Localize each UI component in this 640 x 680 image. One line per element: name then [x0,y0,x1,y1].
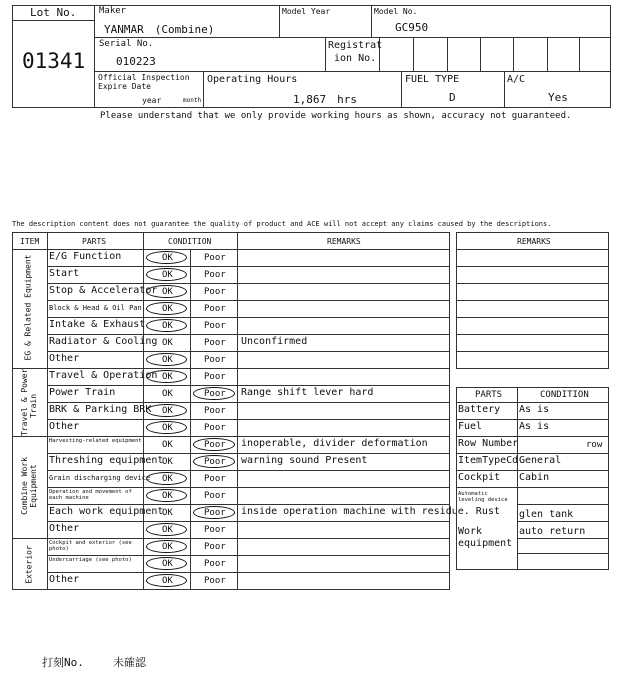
row-poor-option: Poor [204,525,226,535]
inspection-label-1: Official Inspection [98,73,190,82]
header-condition: CONDITION [168,237,212,246]
poor-circle-mark [193,387,235,400]
ok-circle-mark [146,489,187,502]
group-label-eg [24,248,33,368]
hours-note: Please understand that we only provide working hours as shown, accuracy not guaranteed. [100,111,572,121]
row-remark: Range shift lever hard [241,387,374,398]
row-part-label: Harvesting-related equipment [49,438,142,444]
row-ok-option: OK [162,576,173,586]
row-poor-option: Poor [204,304,226,314]
row-part-label: BRK & Parking BRK [49,404,152,415]
row-part-label: Each work equipment [49,506,164,517]
serial-no-value: 010223 [116,55,156,68]
ok-circle-mark [146,319,187,332]
header-parts: PARTS [82,237,107,246]
group-label-travel [20,368,38,436]
row-part-label: Cockpit and exterior (see photo) [49,540,132,552]
poor-circle-mark [193,455,235,468]
row-poor-option: Poor [204,270,226,280]
registration-label-2: ion No. [334,53,377,64]
row-part-label: Other [49,523,80,534]
group-label-travel-text-1: Travel & Power [20,368,29,436]
month-label: month [183,97,202,104]
row-poor-option: Poor [204,474,226,484]
row-part-label: Power Train [49,387,116,398]
fuel-label: Fuel [458,421,483,432]
poor-circle-mark [193,506,235,519]
header-remarks: REMARKS [327,237,361,246]
row-poor-option: Poor [204,372,226,382]
ok-circle-mark [146,404,187,417]
row-part-label: Threshing equipment [49,455,164,466]
row-ok-option: OK [162,457,173,467]
glen-tank-value: glen tank [519,509,574,520]
row-part-label: Radiator & Cooling [49,336,158,347]
row-ok-option: OK [162,355,173,365]
model-no-value: GC950 [395,21,429,34]
row-ok-option: OK [162,389,173,399]
row-number-label: Row Number [458,438,519,449]
row-part-label: Other [49,353,80,364]
row-ok-option: OK [162,508,173,518]
row-ok-option: OK [162,491,173,501]
work-equipment-label-1: Work [458,526,483,537]
work-equipment-label-2: equipment [458,538,513,549]
row-remark: inoperable, divider deformation [241,438,428,449]
fuel-type-value: D [449,91,456,104]
description-note: The description content does not guarantee the quality of product and ACE will not accept any claims caused by the descriptions. [12,220,552,228]
side-parts-header: PARTS [475,390,503,400]
ok-circle-mark [146,302,187,315]
ok-circle-mark [146,353,187,366]
row-ok-option: OK [162,287,173,297]
ok-circle-mark [146,251,187,264]
row-poor-option: Poor [204,491,226,501]
row-remark: inside operation machine with residue. Rust [241,506,500,517]
maker-label: Maker [99,6,127,16]
lot-no-label: Lot No. [30,6,77,19]
row-ok-option: OK [162,440,173,450]
row-poor-option: Poor [204,440,226,450]
serial-no-label: Serial No. [99,39,154,49]
row-part-label: Operation and movement of each machine [49,489,132,501]
row-ok-option: OK [162,559,173,569]
row-part-label: Other [49,421,80,432]
ok-circle-mark [146,523,187,536]
side-condition-header: CONDITION [540,390,589,400]
operating-hours-value: 1,867 hrs [293,93,357,106]
row-poor-option: Poor [204,508,226,518]
item-type-label: ItemTypeCd [458,455,519,466]
row-part-label: Start [49,268,80,279]
battery-value: As is [519,404,550,415]
ac-value: Yes [548,91,568,104]
row-part-label: Travel & Operation [49,370,158,381]
row-ok-option: OK [162,525,173,535]
row-poor-option: Poor [204,338,226,348]
ok-circle-mark [146,285,187,298]
row-part-label: Stop & Accelerator [49,285,158,296]
row-number-value: row [586,440,603,450]
stamp-no-label: 打刻No. [42,656,84,669]
row-poor-option: Poor [204,423,226,433]
row-poor-option: Poor [204,542,226,552]
row-ok-option: OK [162,542,173,552]
group-label-combine-text-2: Equipment [29,464,38,508]
row-poor-option: Poor [204,321,226,331]
model-year-label: Model Year [282,7,331,16]
group-label-combine [20,446,38,526]
row-part-label: Undercarriage (see photo) [49,557,132,563]
cockpit-label: Cockpit [458,472,501,483]
row-ok-option: OK [162,321,173,331]
ok-circle-mark [146,421,187,434]
row-poor-option: Poor [204,406,226,416]
row-ok-option: OK [162,253,173,263]
ok-circle-mark [146,540,187,553]
maker-value: YANMAR (Combine) [104,23,215,36]
cockpit-value: Cabin [519,472,550,483]
group-label-travel-text-2: Train [29,393,38,419]
ok-circle-mark [146,268,187,281]
ok-circle-mark [146,574,187,587]
row-ok-option: OK [162,372,173,382]
ac-label: A/C [507,74,526,85]
row-ok-option: OK [162,406,173,416]
group-label-combine-text-1: Combine Work [20,457,29,515]
year-label: year [142,96,162,105]
row-poor-option: Poor [204,389,226,399]
group-label-exterior [25,535,34,595]
row-poor-option: Poor [204,355,226,365]
inspection-label-2: Expire Date [98,82,151,91]
row-part-label: Grain discharging device [49,474,151,482]
group-label-eg-text: EG & Related Equipment [23,254,33,361]
group-label-exterior-text: Exterior [24,545,34,584]
row-poor-option: Poor [204,576,226,586]
row-ok-option: OK [162,423,173,433]
row-part-label: Other [49,574,80,585]
row-ok-option: OK [162,304,173,314]
fuel-value: As is [519,421,550,432]
poor-circle-mark [193,438,235,451]
header-item: ITEM [20,237,40,246]
stamp-no-value: 未確認 [113,656,146,669]
battery-label: Battery [458,404,501,415]
auto-return-value: auto return [519,526,586,537]
auto-leveling-label: Automatic leveling device [458,491,508,503]
item-type-value: General [519,455,562,466]
row-part-label: Intake & Exhaust [49,319,146,330]
row-ok-option: OK [162,474,173,484]
right-remarks-header: REMARKS [517,237,551,246]
registration-label-1: Registrat [328,40,383,51]
row-remark: Unconfirmed [241,336,308,347]
row-ok-option: OK [162,338,173,348]
fuel-type-label: FUEL TYPE [405,74,460,85]
row-poor-option: Poor [204,559,226,569]
operating-hours-label: Operating Hours [207,74,298,85]
row-poor-option: Poor [204,457,226,467]
row-ok-option: OK [162,270,173,280]
lot-no-value: 01341 [22,49,86,73]
ok-circle-mark [146,370,187,383]
row-poor-option: Poor [204,253,226,263]
row-poor-option: Poor [204,287,226,297]
ok-circle-mark [146,472,187,485]
ok-circle-mark [146,557,187,570]
row-part-label: Block & Head & Oil Pan [49,304,142,312]
row-remark: warning sound Present [241,455,368,466]
row-part-label: E/G Function [49,251,122,262]
model-no-label: Model No. [374,7,418,16]
